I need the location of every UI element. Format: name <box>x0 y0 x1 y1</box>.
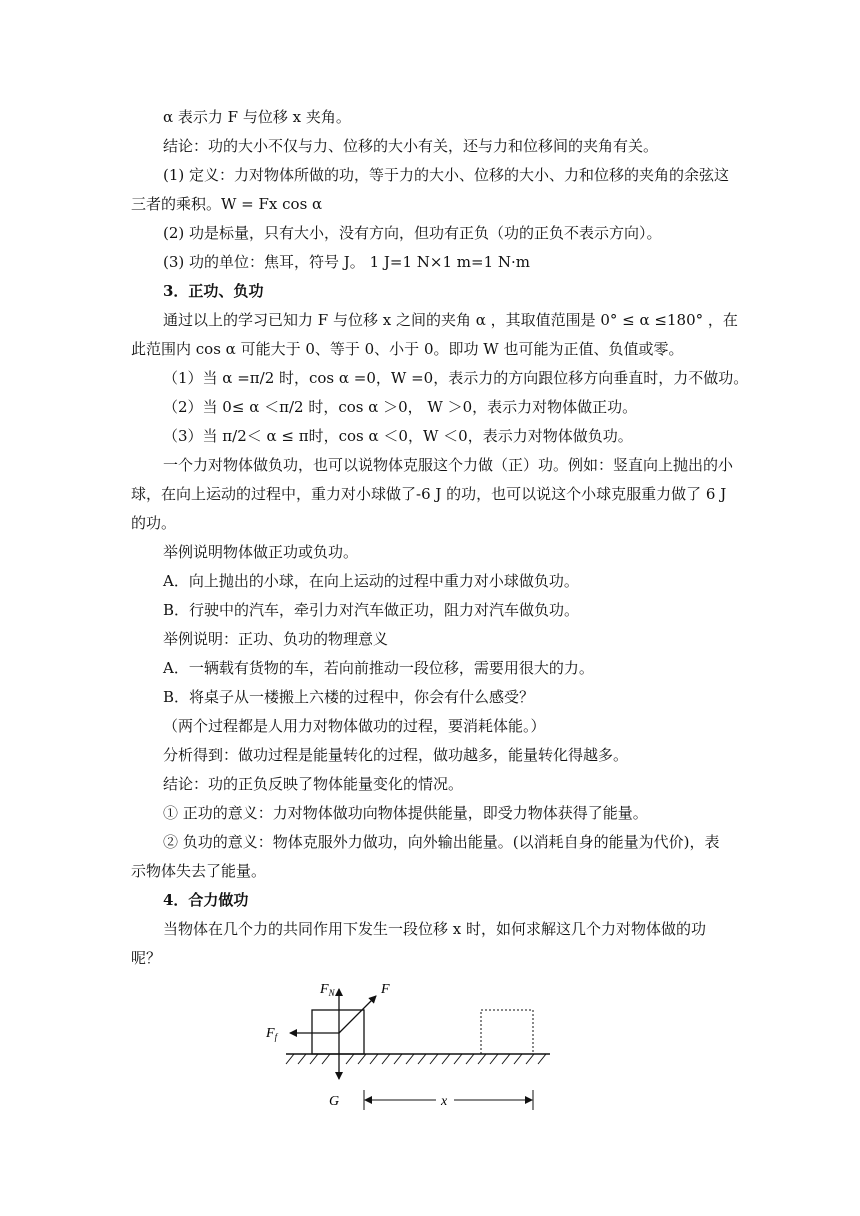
text-line: ① 正功的意义：力对物体做功向物体提供能量，即受力物体获得了能量。 <box>163 804 648 822</box>
text-line: A．向上抛出的小球，在向上运动的过程中重力对小球做负功。 <box>163 572 579 590</box>
gravity-label: G <box>329 1094 340 1109</box>
text-line: 三者的乘积。W = Fx cos α <box>131 195 323 213</box>
text-line: 此范围内 cos α 可能大于 0、等于 0、小于 0。即功 W 也可能为正值、负值或零。 <box>131 340 684 358</box>
text-line: 示物体失去了能量。 <box>131 862 267 880</box>
text-line: 结论：功的大小不仅与力、位移的大小有关，还与力和位移间的夹角有关。 <box>163 137 659 155</box>
section-heading: 3．正功、负功 <box>163 282 264 300</box>
text-line: (3) 功的单位：焦耳，符号 J。 1 J=1 N×1 m=1 N·m <box>163 253 530 271</box>
ground-hatching <box>286 1054 546 1064</box>
text-line: (1) 定义：力对物体所做的功，等于力的大小、位移的大小、力和位移的夹角的余弦这 <box>163 166 730 184</box>
text-line: 通过以上的学习已知力 F 与位移 x 之间的夹角 α ，其取值范围是 0° ≤ α ≤180° ，在 <box>163 311 738 329</box>
text-line: (2) 功是标量，只有大小，没有方向，但功有正负（功的正负不表示方向）。 <box>163 224 662 242</box>
force-diagram <box>250 975 570 1120</box>
friction-label: $F_f$ <box>266 1026 278 1042</box>
text-line: 一个力对物体做负功，也可以说物体克服这个力做（正）功。例如：竖直向上抛出的小 <box>163 456 734 474</box>
displacement-label: x <box>441 1094 448 1109</box>
text-line: 呢？ <box>131 949 162 967</box>
text-line: A．一辆载有货物的车，若向前推动一段位移，需要用很大的力。 <box>163 659 594 677</box>
applied-force-label: F <box>381 982 390 997</box>
text-line: （1）当 α =π/2 时，cos α =0，W =0，表示力的方向跟位移方向垂直时，力不做功。 <box>163 369 749 387</box>
section-heading: 4．合力做功 <box>163 891 249 909</box>
text-line: （2）当 0≤ α ＜π/2 时，cos α ＞0， W ＞0，表示力对物体做正功。 <box>163 398 638 416</box>
normal-force-label: $F_N$ <box>320 982 335 998</box>
block-end <box>481 1010 533 1054</box>
text-line: 的功。 <box>131 514 177 532</box>
text-line: 举例说明物体做正功或负功。 <box>163 543 359 561</box>
text-line: （3）当 π/2＜ α ≤ π时，cos α ＜0，W ＜0，表示力对物体做负功。 <box>163 427 633 445</box>
text-line: 当物体在几个力的共同作用下发生一段位移 x 时，如何求解这几个力对物体做的功 <box>163 920 706 938</box>
text-line: B．行驶中的汽车，牵引力对汽车做正功，阻力对汽车做负功。 <box>163 601 580 619</box>
applied-force-arrow <box>339 996 376 1033</box>
text-line: 分析得到：做功过程是能量转化的过程，做功越多，能量转化得越多。 <box>163 746 629 764</box>
text-line: 举例说明：正功、负功的物理意义 <box>163 630 389 648</box>
text-line: （两个过程都是人用力对物体做功的过程，要消耗体能。） <box>163 717 546 735</box>
text-line: α 表示力 F 与位移 x 夹角。 <box>163 108 351 126</box>
text-line: B．将桌子从一楼搬上六楼的过程中，你会有什么感受？ <box>163 688 535 706</box>
text-line: 球，在向上运动的过程中，重力对小球做了-6 J 的功，也可以说这个小球克服重力做了 6 J <box>131 485 727 503</box>
text-line: ② 负功的意义：物体克服外力做功，向外输出能量。(以消耗自身的能量为代价)，表 <box>163 833 720 851</box>
text-line: 结论：功的正负反映了物体能量变化的情况。 <box>163 775 464 793</box>
